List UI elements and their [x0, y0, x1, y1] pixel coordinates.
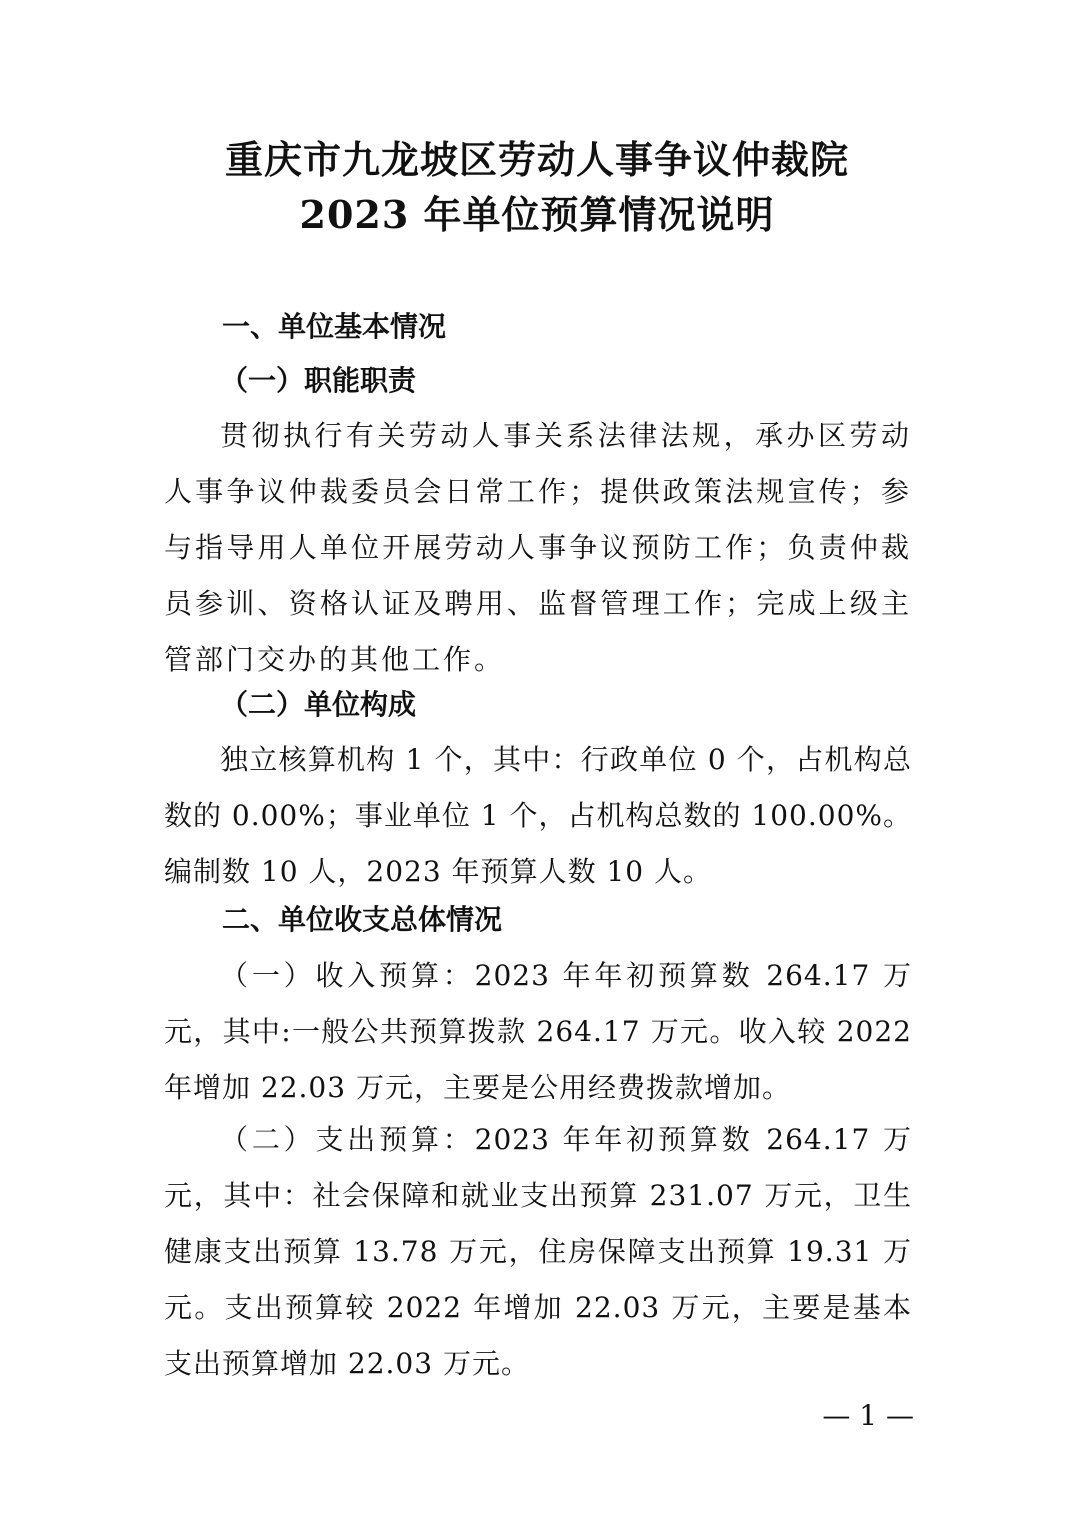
- expense-text: 2023 年年初预算数 264.17 万元，其中：社会保障和就业支出预算 231.07 万元，卫生健康支出预算 13.78 万元，住房保障支出预算 19.31 万元。支出预算较 2022 年增加 22.03 万元，主要是基本支出预算增加 22.03 万元。: [164, 1123, 912, 1380]
- section1-sub1-text: 贯彻执行有关劳动人事关系法律法规，承办区劳动人事争议仲裁委员会日常工作；提供政策法规宣传；参与指导用人单位开展劳动人事争议预防工作；负责仲裁员参训、资格认证及聘用、监督管理工作；完成上级主管部门交办的其他工作。: [164, 419, 912, 676]
- document-title-line1: 重庆市九龙坡区劳动人事争议仲裁院: [224, 137, 849, 182]
- document-title-line2: 2023 年单位预算情况说明: [299, 192, 775, 237]
- section1-sub2-heading: （二）单位构成: [220, 688, 417, 721]
- section2-heading: 二、单位收支总体情况: [222, 903, 503, 936]
- income-lead: （一）收入预算：: [220, 959, 475, 992]
- section1-sub1-heading: （一）职能职责: [220, 364, 417, 397]
- expense-lead: （二）支出预算：: [220, 1123, 475, 1156]
- page-number: — 1 —: [822, 1399, 914, 1432]
- section2-expense-paragraph: [164, 1112, 912, 1392]
- section2-income-paragraph: [164, 948, 912, 1116]
- section1-heading: 一、单位基本情况: [222, 310, 447, 343]
- section1-sub2-text: 独立核算机构 1 个，其中：行政单位 0 个，占机构总数的 0.00%；事业单位 1 个，占机构总数的 100.00%。编制数 10 人，2023 年预算人数 10 人。: [164, 743, 912, 888]
- income-text: 2023 年年初预算数 264.17 万元，其中:一般公共预算拨款 264.17 万元。收入较 2022 年增加 22.03 万元，主要是公用经费拨款增加。: [164, 959, 912, 1104]
